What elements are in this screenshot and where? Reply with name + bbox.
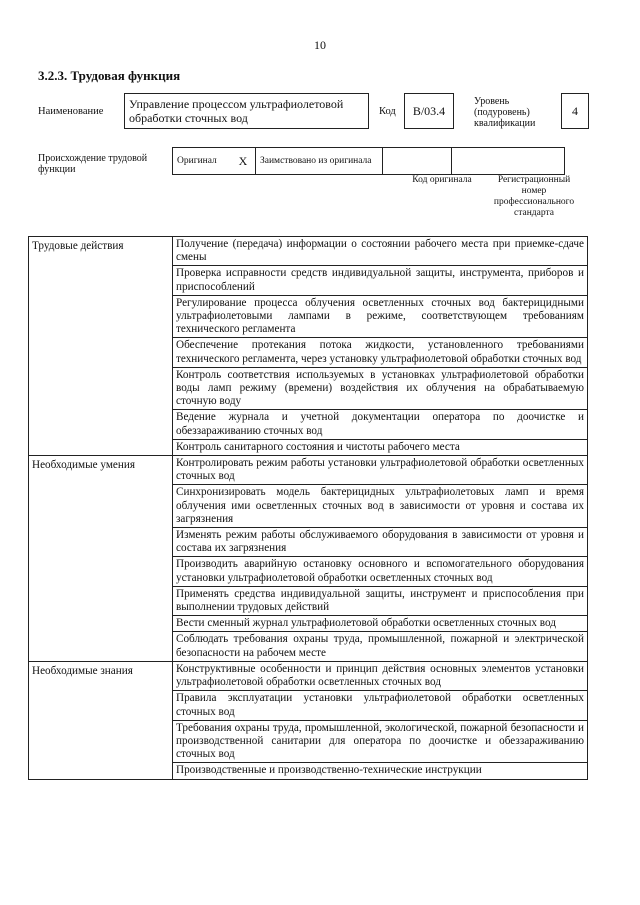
item-cell: Ведение журнала и учетной документации оператора по доочистке и обеззараживанию сточных вод (173, 410, 588, 439)
table-row (29, 456, 588, 485)
item-cell: Правила эксплуатации установки ультрафиолетовой обработки осветленных сточных вод (173, 691, 588, 720)
item-cell: Проверка исправности средств индивидуальной защиты, инструмента, приборов и приспособлений (173, 266, 588, 295)
origin-label: Происхождение трудовой функции (38, 153, 148, 175)
item-cell: Контролировать режим работы установки ультрафиолетовой обработки осветленных сточных вод (173, 456, 588, 485)
category-cell: Необходимые умения (29, 456, 173, 662)
item-cell: Требования охраны труда, промышленной, экологической, пожарной безопасности и производственной санитарии для оператора по доочистке и обеззараживанию сточных вод (173, 720, 588, 763)
function-name-box: Управление процессом ультрафиолетовой обработки сточных вод (124, 93, 369, 129)
table-row (29, 661, 588, 690)
category-cell: Необходимые знания (29, 661, 173, 779)
reg-caption: Регистрационный номер профессионального стандарта (493, 175, 575, 218)
item-cell: Производственные и производственно-технические инструкции (173, 763, 588, 779)
item-cell: Применять средства индивидуальной защиты, инструмент и приспособления при выполнении трудовых действий (173, 586, 588, 615)
level-box: 4 (561, 93, 589, 129)
item-cell: Синхронизировать модель бактерицидных ультрафиолетовых ламп и время облучения ими осветленных сточных вод в зависимости от уровня и состава их загрязнения (173, 485, 588, 528)
item-cell: Производить аварийную остановку основного и вспомогательного оборудования установки ультрафиолетовой обработки осветленных сточных вод (173, 557, 588, 586)
item-cell: Контроль санитарного состояния и чистоты рабочего места (173, 439, 588, 455)
level-label: Уровень (подуровень) квалификации (474, 96, 536, 129)
code-label: Код (379, 106, 396, 117)
item-cell: Конструктивные особенности и принцип действия основных элементов установки ультрафиолетовой обработки осветленных сточных вод (173, 661, 588, 690)
item-cell: Изменять режим работы обслуживаемого оборудования в зависимости от уровня и состава их загрязнения (173, 528, 588, 557)
code-box: В/03.4 (404, 93, 454, 129)
page-number: 10 (314, 38, 326, 52)
section-title: 3.2.3. Трудовая функция (38, 68, 181, 83)
code-caption: Код оригинала (412, 175, 472, 185)
item-cell: Получение (передача) информации о состоянии рабочего места при приемке-сдаче смены (173, 237, 588, 266)
category-cell: Трудовые действия (29, 237, 173, 456)
origin-code-cell (383, 148, 452, 175)
original-mark: X (231, 148, 256, 175)
name-label: Наименование (38, 106, 104, 117)
borrowed-label: Заимствовано из оригинала (256, 148, 383, 175)
main-table (28, 236, 588, 780)
item-cell: Вести сменный журнал ультрафиолетовой обработки осветленных сточных вод (173, 616, 588, 632)
original-label: Оригинал (173, 148, 232, 175)
item-cell: Обеспечение протекания потока жидкости, установленного требованиями технического регламента, через установку ультрафиолетовой обработки сточных вод (173, 338, 588, 367)
item-cell: Соблюдать требования охраны труда, промышленной, пожарной и электрической безопасности на рабочем месте (173, 632, 588, 661)
item-cell: Регулирование процесса облучения осветленных сточных вод бактерицидными ультрафиолетовыми лампами в режиме, соответствующем требованиям технического регламента (173, 295, 588, 338)
item-cell: Контроль соответствия используемых в установках ультрафиолетовой обработки воды ламп режиму (времени) воздействия их облучения на обрабатываемую сточную воду (173, 367, 588, 410)
table-row (29, 237, 588, 266)
origin-table (172, 147, 565, 175)
origin-reg-cell (452, 148, 565, 175)
